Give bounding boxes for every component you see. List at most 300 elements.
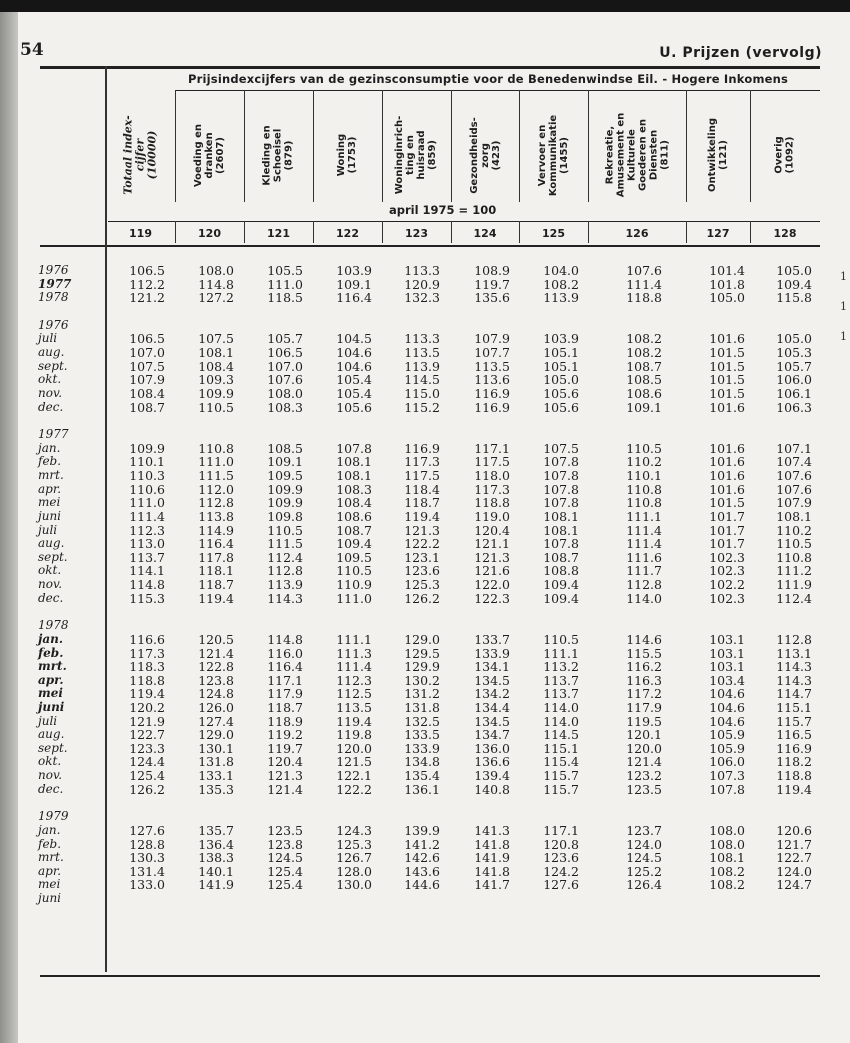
- table-cell: 108.1: [543, 522, 579, 538]
- table-cell: 115.2: [404, 399, 440, 415]
- table-cell: 120.5: [198, 631, 234, 647]
- column-header: [106, 94, 175, 216]
- table-cell: 118.7: [267, 699, 303, 715]
- row-label: mei: [38, 877, 61, 892]
- column-header-text: Rekreatie, Amusement en Kulturele Goederen en Diensten (811): [604, 112, 670, 198]
- table-cell: 108.6: [336, 508, 372, 524]
- row-label: feb.: [38, 645, 64, 660]
- table-cell: 108.1: [336, 468, 372, 484]
- table-cell: 121.6: [474, 563, 510, 579]
- table-cell: 108.2: [543, 276, 579, 292]
- table-cell: 117.8: [198, 549, 234, 565]
- table-cell: 105.6: [543, 399, 579, 415]
- table-cell: 119.4: [404, 508, 440, 524]
- table-cell: 110.8: [626, 481, 662, 497]
- table-cell: 119.4: [198, 590, 234, 606]
- table-cell: 114.3: [776, 659, 812, 675]
- table-cell: 101.6: [709, 468, 745, 484]
- table-cell: 111.9: [776, 577, 812, 593]
- table-cell: 110.1: [626, 468, 662, 484]
- table-cell: 111.4: [129, 508, 165, 524]
- table-cell: 122.7: [776, 850, 812, 866]
- table-cell: 108.2: [709, 863, 745, 879]
- table-cell: 116.6: [129, 631, 165, 647]
- table-cell: 112.8: [626, 577, 662, 593]
- table-cell: 141.3: [474, 822, 510, 838]
- row-label: juli: [38, 331, 58, 346]
- table-bottom-rule: [40, 975, 820, 977]
- table-cell: 107.8: [543, 454, 579, 470]
- table-cell: 111.4: [626, 536, 662, 552]
- table-cell: 105.5: [267, 263, 303, 278]
- table-cell: 119.2: [267, 727, 303, 743]
- column-number: 124: [473, 227, 497, 240]
- table-cell: 123.5: [626, 781, 662, 797]
- table-cell: 111.0: [198, 454, 234, 470]
- column-rule: [244, 221, 245, 243]
- column-header: [313, 94, 382, 216]
- column-header: [750, 94, 820, 216]
- table-cell: 114.8: [267, 631, 303, 647]
- table-cell: 118.5: [267, 290, 303, 306]
- table-cell: 103.9: [543, 331, 579, 347]
- table-cell: 118.2: [776, 754, 812, 770]
- column-rule: [750, 221, 751, 243]
- table-cell: 111.5: [198, 468, 234, 484]
- table-cell: 141.8: [474, 836, 510, 852]
- column-number: 127: [706, 227, 730, 240]
- table-cell: 124.3: [336, 822, 372, 838]
- table-cell: 144.6: [404, 877, 440, 893]
- table-cell: 123.2: [626, 768, 662, 784]
- table-cell: 116.4: [198, 536, 234, 552]
- table-cell: 117.1: [267, 672, 303, 688]
- table-cell: 113.9: [543, 290, 579, 306]
- row-label: mrt.: [38, 659, 67, 674]
- table-cell: 107.8: [543, 495, 579, 511]
- table-cell: 110.5: [336, 563, 372, 579]
- table-cell: 121.7: [776, 836, 812, 852]
- table-cell: 107.5: [543, 440, 579, 456]
- table-cell: 108.1: [198, 345, 234, 361]
- table-cell: 122.7: [129, 727, 165, 743]
- table-cell: 108.4: [336, 495, 372, 511]
- table-cell: 123.3: [129, 740, 165, 756]
- table-cell: 124.8: [198, 686, 234, 702]
- table-cell: 114.5: [404, 372, 440, 388]
- row-label: sept.: [38, 740, 68, 755]
- row-label: 1978: [38, 290, 69, 305]
- table-cell: 113.5: [336, 699, 372, 715]
- table-cell: 110.8: [776, 549, 812, 565]
- table-cell: 111.1: [336, 631, 372, 647]
- table-cell: 105.0: [776, 263, 812, 278]
- table-cell: 106.5: [267, 345, 303, 361]
- table-cell: 133.7: [474, 631, 510, 647]
- table-cell: 105.7: [776, 358, 812, 374]
- table-cell: 108.0: [709, 836, 745, 852]
- table-cell: 114.1: [129, 563, 165, 579]
- table-cell: 119.4: [129, 686, 165, 702]
- table-cell: 116.9: [404, 440, 440, 456]
- table-cell: 132.5: [404, 713, 440, 729]
- table-cell: 142.6: [404, 850, 440, 866]
- table-cell: 108.7: [543, 549, 579, 565]
- running-head: U. Prijzen (vervolg): [659, 45, 822, 61]
- table-cell: 107.5: [198, 331, 234, 347]
- table-cell: 114.3: [267, 590, 303, 606]
- column-rule: [451, 221, 452, 243]
- table-cell: 105.4: [336, 385, 372, 401]
- row-label: okt.: [38, 754, 62, 769]
- table-cell: 108.3: [336, 481, 372, 497]
- table-cell: 120.4: [267, 754, 303, 770]
- table-cell: 111.0: [129, 495, 165, 511]
- column-header-text: Vervoer en Kommunikatie (1455): [537, 114, 570, 196]
- table-cell: 109.4: [336, 536, 372, 552]
- table-cell: 115.8: [776, 290, 812, 306]
- year-heading: 1978: [38, 618, 69, 633]
- table-cell: 107.0: [129, 345, 165, 361]
- table-cell: 114.6: [626, 631, 662, 647]
- table-cell: 114.0: [543, 699, 579, 715]
- table-cell: 101.5: [709, 495, 745, 511]
- column-rule: [519, 221, 520, 243]
- column-header: [175, 94, 244, 216]
- table-cell: 107.3: [709, 768, 745, 784]
- table-cell: 126.2: [404, 590, 440, 606]
- table-cell: 101.6: [709, 481, 745, 497]
- table-cell: 124.0: [626, 836, 662, 852]
- table-cell: 106.5: [129, 331, 165, 347]
- row-label: dec.: [38, 399, 64, 414]
- table-cell: 127.6: [129, 822, 165, 838]
- row-label: okt.: [38, 563, 62, 578]
- column-header: [244, 94, 313, 216]
- column-header: [382, 94, 451, 216]
- table-cell: 108.8: [543, 563, 579, 579]
- table-cell: 106.5: [129, 263, 165, 278]
- table-cell: 116.4: [267, 659, 303, 675]
- column-header: [451, 94, 519, 216]
- table-cell: 108.3: [267, 399, 303, 415]
- table-cell: 111.4: [336, 659, 372, 675]
- table-cell: 118.0: [474, 468, 510, 484]
- table-cell: 115.7: [543, 768, 579, 784]
- table-cell: 128.8: [129, 836, 165, 852]
- table-cell: 110.5: [198, 399, 234, 415]
- table-cell: 101.6: [709, 399, 745, 415]
- column-number: 123: [405, 227, 428, 240]
- table-cell: 134.1: [474, 659, 510, 675]
- row-label: okt.: [38, 372, 62, 387]
- table-cell: 112.3: [129, 522, 165, 538]
- column-header: [519, 94, 588, 216]
- table-cell: 123.8: [267, 836, 303, 852]
- top-rule: [40, 66, 820, 69]
- table-cell: 127.2: [198, 290, 234, 306]
- table-cell: 111.1: [626, 508, 662, 524]
- table-cell: 108.4: [198, 358, 234, 374]
- row-label: juni: [38, 891, 62, 906]
- table-cell: 112.4: [267, 549, 303, 565]
- table-cell: 111.1: [543, 645, 579, 661]
- table-cell: 136.1: [404, 781, 440, 797]
- table-cell: 130.0: [336, 877, 372, 893]
- table-cell: 107.6: [626, 263, 662, 278]
- table-cell: 107.8: [709, 781, 745, 797]
- table-cell: 122.1: [336, 768, 372, 784]
- row-label: jan.: [38, 440, 61, 455]
- table-cell: 113.9: [404, 358, 440, 374]
- table-cell: 109.5: [336, 549, 372, 565]
- table-cell: 121.4: [626, 754, 662, 770]
- table-cell: 123.8: [198, 672, 234, 688]
- table-cell: 107.6: [776, 468, 812, 484]
- table-cell: 120.4: [474, 522, 510, 538]
- table-cell: 125.2: [626, 863, 662, 879]
- table-cell: 108.6: [626, 385, 662, 401]
- table-cell: 105.1: [543, 358, 579, 374]
- table-cell: 123.6: [543, 850, 579, 866]
- table-cell: 133.1: [198, 768, 234, 784]
- table-cell: 112.8: [776, 631, 812, 647]
- table-cell: 114.8: [129, 577, 165, 593]
- column-rule: [175, 221, 176, 243]
- column-rule: [382, 221, 383, 243]
- table-cell: 104.5: [336, 331, 372, 347]
- table-cell: 111.5: [267, 536, 303, 552]
- table-cell: 118.8: [474, 495, 510, 511]
- table-cell: 118.9: [267, 713, 303, 729]
- table-cell: 113.1: [776, 645, 812, 661]
- table-cell: 134.2: [474, 686, 510, 702]
- year-heading: 1979: [38, 809, 69, 824]
- table-cell: 105.3: [776, 345, 812, 361]
- table-cell: 113.5: [404, 345, 440, 361]
- table-cell: 121.4: [198, 645, 234, 661]
- row-label: apr.: [38, 863, 62, 878]
- table-cell: 110.9: [336, 577, 372, 593]
- table-cell: 134.8: [404, 754, 440, 770]
- table-cell: 110.5: [626, 440, 662, 456]
- table-cell: 115.7: [776, 713, 812, 729]
- table-cell: 106.0: [709, 754, 745, 770]
- table-cell: 131.8: [198, 754, 234, 770]
- table-cell: 107.6: [776, 481, 812, 497]
- adjacent-page-edge: 1: [840, 300, 847, 313]
- table-cell: 129.0: [198, 727, 234, 743]
- table-cell: 129.5: [404, 645, 440, 661]
- table-cell: 101.7: [709, 522, 745, 538]
- table-cell: 110.8: [198, 440, 234, 456]
- table-cell: 104.0: [543, 263, 579, 278]
- table-cell: 125.4: [129, 768, 165, 784]
- table-cell: 118.8: [129, 672, 165, 688]
- row-label: aug.: [38, 536, 65, 551]
- table-cell: 121.1: [474, 536, 510, 552]
- table-cell: 113.6: [474, 372, 510, 388]
- table-cell: 120.9: [404, 276, 440, 292]
- table-cell: 114.0: [626, 590, 662, 606]
- table-cell: 141.2: [404, 836, 440, 852]
- column-header: [686, 94, 750, 216]
- table-cell: 108.7: [626, 358, 662, 374]
- table-cell: 115.3: [129, 590, 165, 606]
- table-cell: 111.4: [626, 276, 662, 292]
- table-cell: 108.0: [709, 822, 745, 838]
- table-cell: 125.4: [267, 863, 303, 879]
- table-cell: 114.8: [198, 276, 234, 292]
- table-cell: 125.3: [404, 577, 440, 593]
- table-cell: 125.3: [336, 836, 372, 852]
- table-cell: 117.5: [404, 468, 440, 484]
- table-cell: 101.4: [709, 263, 745, 278]
- row-label: aug.: [38, 345, 65, 360]
- table-cell: 102.3: [709, 563, 745, 579]
- table-cell: 108.5: [267, 440, 303, 456]
- table-cell: 109.4: [543, 577, 579, 593]
- table-cell: 116.9: [474, 399, 510, 415]
- table-cell: 120.6: [776, 822, 812, 838]
- column-header-text: Gezondheids- zorg (423): [468, 116, 502, 194]
- table-cell: 108.9: [474, 263, 510, 278]
- table-cell: 105.0: [709, 290, 745, 306]
- row-label: apr.: [38, 672, 64, 687]
- table-cell: 115.5: [626, 645, 662, 661]
- table-cell: 112.8: [198, 495, 234, 511]
- table-cell: 109.1: [336, 276, 372, 292]
- adjacent-page-edge: 1: [840, 330, 847, 343]
- column-rule: [313, 221, 314, 243]
- column-number-top-rule: [108, 221, 820, 222]
- table-cell: 108.2: [626, 331, 662, 347]
- table-cell: 119.8: [336, 727, 372, 743]
- column-header-text: Voeding en dranken (2607): [193, 123, 226, 187]
- table-cell: 114.5: [543, 727, 579, 743]
- table-cell: 105.6: [543, 385, 579, 401]
- table-cell: 109.4: [543, 590, 579, 606]
- table-cell: 117.2: [626, 686, 662, 702]
- table-title: Prijsindexcijfers van de gezinsconsumptie voor de Benedenwindse Eil. - Hogere Inkomens: [188, 72, 789, 86]
- table-cell: 107.5: [129, 358, 165, 374]
- table-cell: 112.2: [129, 276, 165, 292]
- table-cell: 124.7: [776, 877, 812, 893]
- table-cell: 121.3: [474, 549, 510, 565]
- table-cell: 121.3: [404, 522, 440, 538]
- table-cell: 134.4: [474, 699, 510, 715]
- table-cell: 101.7: [709, 508, 745, 524]
- table-cell: 108.7: [129, 399, 165, 415]
- table-cell: 101.8: [709, 276, 745, 292]
- table-cell: 106.3: [776, 399, 812, 415]
- table-cell: 135.6: [474, 290, 510, 306]
- table-cell: 115.7: [543, 781, 579, 797]
- table-cell: 113.7: [543, 686, 579, 702]
- table-cell: 133.9: [404, 740, 440, 756]
- table-cell: 106.0: [776, 372, 812, 388]
- table-cell: 116.2: [626, 659, 662, 675]
- table-cell: 125.4: [267, 877, 303, 893]
- table-cell: 108.1: [776, 508, 812, 524]
- table-cell: 110.5: [543, 631, 579, 647]
- table-cell: 116.9: [474, 385, 510, 401]
- row-label: juli: [38, 713, 58, 728]
- table-cell: 131.4: [129, 863, 165, 879]
- table-cell: 104.6: [709, 713, 745, 729]
- table-cell: 136.0: [474, 740, 510, 756]
- table-cell: 107.1: [776, 440, 812, 456]
- table-cell: 111.0: [336, 590, 372, 606]
- table-cell: 116.4: [336, 290, 372, 306]
- table-cell: 101.6: [709, 440, 745, 456]
- table-cell: 113.7: [129, 549, 165, 565]
- table-cell: 103.1: [709, 631, 745, 647]
- table-cell: 118.7: [404, 495, 440, 511]
- table-cell: 119.5: [626, 713, 662, 729]
- table-cell: 131.8: [404, 699, 440, 715]
- table-cell: 107.9: [474, 331, 510, 347]
- table-cell: 120.0: [626, 740, 662, 756]
- table-cell: 110.3: [129, 468, 165, 484]
- table-cell: 117.1: [474, 440, 510, 456]
- table-cell: 134.5: [474, 713, 510, 729]
- table-cell: 102.3: [709, 549, 745, 565]
- table-cell: 113.3: [404, 263, 440, 278]
- table-cell: 135.3: [198, 781, 234, 797]
- table-cell: 131.2: [404, 686, 440, 702]
- table-cell: 120.0: [336, 740, 372, 756]
- column-number: 128: [773, 227, 797, 240]
- table-cell: 105.9: [709, 727, 745, 743]
- table-cell: 107.8: [543, 468, 579, 484]
- table-cell: 121.9: [129, 713, 165, 729]
- table-cell: 121.2: [129, 290, 165, 306]
- table-cell: 116.3: [626, 672, 662, 688]
- table-cell: 139.4: [474, 768, 510, 784]
- column-header-text: Kleding en Schoeisel (879): [262, 124, 295, 186]
- table-cell: 112.4: [776, 590, 812, 606]
- table-cell: 141.9: [198, 877, 234, 893]
- table-cell: 108.0: [267, 385, 303, 401]
- table-cell: 109.9: [129, 440, 165, 456]
- table-cell: 112.0: [198, 481, 234, 497]
- column-header-text: Overig (1092): [773, 136, 796, 174]
- table-cell: 111.6: [626, 549, 662, 565]
- table-cell: 124.5: [626, 850, 662, 866]
- table-cell: 110.5: [776, 536, 812, 552]
- table-cell: 117.9: [626, 699, 662, 715]
- table-cell: 110.6: [129, 481, 165, 497]
- column-rule: [686, 221, 687, 243]
- table-cell: 101.6: [709, 454, 745, 470]
- table-cell: 102.2: [709, 577, 745, 593]
- row-label: dec.: [38, 590, 64, 605]
- table-cell: 129.0: [404, 631, 440, 647]
- table-cell: 135.7: [198, 822, 234, 838]
- table-cell: 123.6: [404, 563, 440, 579]
- table-cell: 107.8: [543, 536, 579, 552]
- table-cell: 113.7: [543, 672, 579, 688]
- table-cell: 108.1: [336, 454, 372, 470]
- table-cell: 104.6: [336, 358, 372, 374]
- table-cell: 118.8: [776, 768, 812, 784]
- table-cell: 115.4: [543, 754, 579, 770]
- column-header-text: Woninginrich- ting en huisraad (859): [394, 115, 439, 195]
- year-heading: 1977: [38, 427, 69, 442]
- table-cell: 118.4: [404, 481, 440, 497]
- table-cell: 110.8: [626, 495, 662, 511]
